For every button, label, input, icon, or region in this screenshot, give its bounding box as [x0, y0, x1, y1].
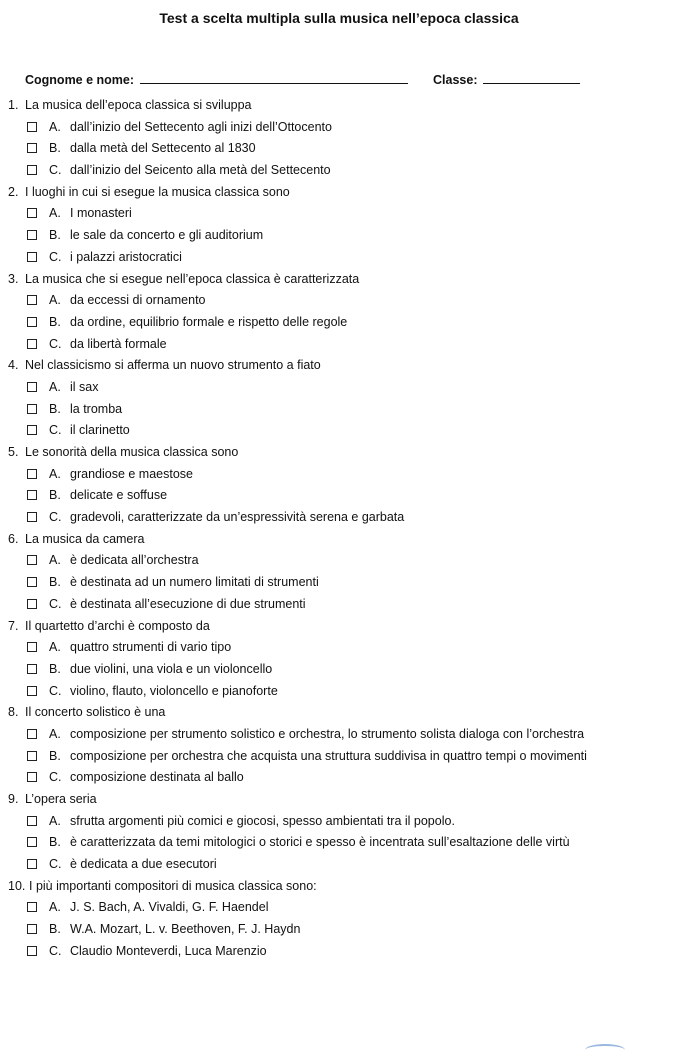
question-number: 2. — [8, 184, 19, 199]
question-heading — [8, 789, 673, 811]
question-number: 6. — [8, 531, 19, 546]
option-letter: B. — [49, 314, 61, 329]
answer-option[interactable] — [8, 225, 673, 247]
option-text: sfrutta argomenti più comici e giocosi, spesso ambientati tra il popolo. — [70, 813, 455, 828]
answer-option[interactable] — [8, 420, 673, 442]
answer-option[interactable] — [8, 637, 673, 659]
checkbox-icon[interactable] — [27, 230, 37, 240]
checkbox-icon[interactable] — [27, 490, 37, 500]
option-letter: C. — [49, 770, 62, 785]
option-text: I monasteri — [70, 206, 132, 221]
option-letter: C. — [49, 683, 62, 698]
option-text: dalla metà del Settecento al 1830 — [70, 141, 256, 156]
option-text: composizione destinata al ballo — [70, 770, 244, 785]
checkbox-icon[interactable] — [27, 599, 37, 609]
checkbox-icon[interactable] — [27, 642, 37, 652]
checkbox-icon[interactable] — [27, 425, 37, 435]
question-heading — [8, 182, 673, 204]
question-text: Nel classicismo si afferma un nuovo strumento a fiato — [25, 358, 321, 373]
checkbox-icon[interactable] — [27, 555, 37, 565]
checkbox-icon[interactable] — [27, 143, 37, 153]
checkbox-icon[interactable] — [27, 165, 37, 175]
question-heading — [8, 876, 673, 898]
answer-option[interactable] — [8, 138, 673, 160]
answer-option[interactable] — [8, 464, 673, 486]
option-text: la tromba — [70, 401, 123, 416]
answer-option[interactable] — [8, 485, 673, 507]
question-heading — [8, 702, 673, 724]
option-letter: B. — [49, 488, 61, 503]
answer-option[interactable] — [8, 746, 673, 768]
checkbox-icon[interactable] — [27, 686, 37, 696]
answer-option[interactable] — [8, 941, 673, 963]
option-letter: C. — [49, 510, 62, 525]
answer-option[interactable] — [8, 312, 673, 334]
question-number: 5. — [8, 445, 19, 459]
checkbox-icon[interactable] — [27, 664, 37, 674]
answer-option[interactable] — [8, 247, 673, 269]
option-text: delicate e soffuse — [70, 488, 168, 503]
question-number: 4. — [8, 358, 19, 373]
answer-option[interactable] — [8, 832, 673, 854]
option-text: le sale da concerto e gli auditorium — [70, 228, 264, 243]
option-text: il clarinetto — [70, 423, 130, 438]
surname-line[interactable] — [140, 71, 408, 84]
option-letter: A. — [49, 900, 61, 915]
question-heading — [8, 442, 673, 464]
decorative-arc — [585, 1044, 625, 1056]
answer-option[interactable] — [8, 811, 673, 833]
answer-option[interactable] — [8, 681, 673, 703]
option-text: è destinata ad un numero limitati di strumenti — [70, 575, 319, 590]
option-letter: B. — [49, 401, 61, 416]
answer-option[interactable] — [8, 377, 673, 399]
checkbox-icon[interactable] — [27, 404, 37, 414]
question-text: L’opera seria — [25, 792, 97, 806]
checkbox-icon[interactable] — [27, 837, 37, 847]
option-text: da ordine, equilibrio formale e rispetto delle regole — [70, 314, 348, 329]
option-text: gradevoli, caratterizzate da un’espressività serena e garbata — [70, 510, 405, 525]
question-number: 3. — [8, 271, 19, 286]
answer-option[interactable] — [8, 659, 673, 681]
question-5 — [8, 442, 673, 529]
checkbox-icon[interactable] — [27, 859, 37, 869]
checkbox-icon[interactable] — [27, 317, 37, 327]
checkbox-icon[interactable] — [27, 512, 37, 522]
checkbox-icon[interactable] — [27, 946, 37, 956]
option-letter: A. — [49, 553, 61, 568]
question-number: 8. — [8, 705, 19, 720]
question-number: 9. — [8, 792, 19, 806]
option-letter: C. — [49, 163, 62, 178]
option-text: composizione per orchestra che acquista una struttura suddivisa in quattro tempi o movimenti — [70, 748, 587, 763]
question-number: 1. — [8, 98, 19, 112]
answer-option[interactable] — [8, 160, 673, 182]
option-letter: B. — [49, 661, 61, 676]
option-text: W.A. Mozart, L. v. Beethoven, F. J. Haydn — [70, 922, 301, 937]
option-text: i palazzi aristocratici — [70, 249, 182, 264]
checkbox-icon[interactable] — [27, 816, 37, 826]
option-text: Claudio Monteverdi, Luca Marenzio — [70, 943, 267, 958]
option-letter: C. — [49, 857, 62, 872]
checkbox-icon[interactable] — [27, 339, 37, 349]
option-letter: C. — [49, 596, 62, 611]
option-letter: A. — [49, 640, 61, 655]
question-heading — [8, 95, 673, 117]
option-letter: A. — [49, 466, 61, 481]
question-4 — [8, 355, 673, 442]
checkbox-icon[interactable] — [27, 252, 37, 262]
option-text: violino, flauto, violoncello e pianoforte — [70, 683, 278, 698]
option-letter: C. — [49, 943, 62, 958]
checkbox-icon[interactable] — [27, 924, 37, 934]
option-letter: C. — [49, 423, 62, 438]
answer-option[interactable] — [8, 767, 673, 789]
checkbox-icon[interactable] — [27, 902, 37, 912]
question-text: La musica dell’epoca classica si sviluppa — [25, 98, 252, 112]
student-fields — [25, 71, 625, 87]
class-label: Classe: — [433, 73, 478, 87]
checkbox-icon[interactable] — [27, 772, 37, 782]
option-letter: A. — [49, 206, 61, 221]
answer-option[interactable] — [8, 290, 673, 312]
checkbox-icon[interactable] — [27, 122, 37, 132]
option-text: J. S. Bach, A. Vivaldi, G. F. Haendel — [70, 900, 269, 915]
checkbox-icon[interactable] — [27, 577, 37, 587]
option-letter: B. — [49, 228, 61, 243]
question-10 — [8, 876, 673, 963]
option-text: è destinata all’esecuzione di due strumenti — [70, 596, 306, 611]
option-text: è dedicata a due esecutori — [70, 857, 217, 872]
option-text: dall’inizio del Seicento alla metà del Settecento — [70, 163, 331, 178]
question-heading — [8, 355, 673, 377]
option-letter: A. — [49, 379, 61, 394]
option-text: il sax — [70, 379, 99, 394]
checkbox-icon[interactable] — [27, 382, 37, 392]
question-2 — [8, 182, 673, 269]
question-text: I luoghi in cui si esegue la musica classica sono — [25, 184, 290, 199]
option-letter: B. — [49, 575, 61, 590]
question-heading — [8, 616, 673, 638]
question-text: Le sonorità della musica classica sono — [25, 445, 239, 459]
answer-option[interactable] — [8, 724, 673, 746]
question-text: La musica da camera — [25, 531, 145, 546]
option-letter: A. — [49, 293, 61, 308]
question-text: La musica che si esegue nell’epoca classica è caratterizzata — [25, 271, 360, 286]
question-number: 7. — [8, 618, 19, 633]
question-list — [8, 95, 673, 963]
question-7 — [8, 616, 673, 703]
answer-option[interactable] — [8, 854, 673, 876]
option-text: composizione per strumento solistico e orchestra, lo strumento solista dialoga con l’orchestra — [70, 726, 585, 741]
answer-option[interactable] — [8, 594, 673, 616]
answer-option[interactable] — [8, 203, 673, 225]
option-letter: C. — [49, 336, 62, 351]
question-text: Il concerto solistico è una — [25, 705, 166, 720]
answer-option[interactable] — [8, 919, 673, 941]
answer-option[interactable] — [8, 507, 673, 529]
page-title: Test a scelta multipla sulla musica nell’epoca classica — [159, 10, 519, 26]
answer-option[interactable] — [8, 572, 673, 594]
question-9 — [8, 789, 673, 876]
option-letter: C. — [49, 249, 62, 264]
option-text: è caratterizzata da temi mitologici o storici e spesso è incentrata sull’esaltazione delle virtù — [70, 835, 570, 850]
question-3 — [8, 269, 673, 356]
option-text: da eccessi di ornamento — [70, 293, 206, 308]
option-letter: B. — [49, 748, 61, 763]
option-letter: A. — [49, 813, 61, 828]
class-line[interactable] — [483, 71, 580, 84]
answer-option[interactable] — [8, 117, 673, 139]
option-text: grandiose e maestose — [70, 466, 193, 481]
surname-label: Cognome e nome: — [25, 73, 135, 87]
answer-option[interactable] — [8, 550, 673, 572]
answer-option[interactable] — [8, 334, 673, 356]
option-letter: B. — [49, 141, 61, 156]
question-heading — [8, 529, 673, 551]
checkbox-icon[interactable] — [27, 469, 37, 479]
option-text: due violini, una viola e un violoncello — [70, 661, 273, 676]
option-letter: B. — [49, 835, 61, 850]
option-text: dall’inizio del Settecento agli inizi dell’Ottocento — [70, 119, 332, 134]
question-1 — [8, 95, 673, 182]
checkbox-icon[interactable] — [27, 729, 37, 739]
option-text: è dedicata all’orchestra — [70, 553, 199, 568]
option-letter: A. — [49, 119, 61, 134]
option-letter: A. — [49, 726, 61, 741]
answer-option[interactable] — [8, 399, 673, 421]
checkbox-icon[interactable] — [27, 751, 37, 761]
checkbox-icon[interactable] — [27, 208, 37, 218]
option-text: quattro strumenti di vario tipo — [70, 640, 232, 655]
question-text: Il quartetto d’archi è composto da — [25, 618, 210, 633]
question-6 — [8, 529, 673, 616]
question-heading — [8, 269, 673, 291]
question-8 — [8, 702, 673, 789]
option-letter: B. — [49, 922, 61, 937]
checkbox-icon[interactable] — [27, 295, 37, 305]
question-number: 10. — [8, 878, 26, 893]
answer-option[interactable] — [8, 897, 673, 919]
option-text: da libertà formale — [70, 336, 167, 351]
question-text: I più importanti compositori di musica classica sono: — [29, 878, 317, 893]
